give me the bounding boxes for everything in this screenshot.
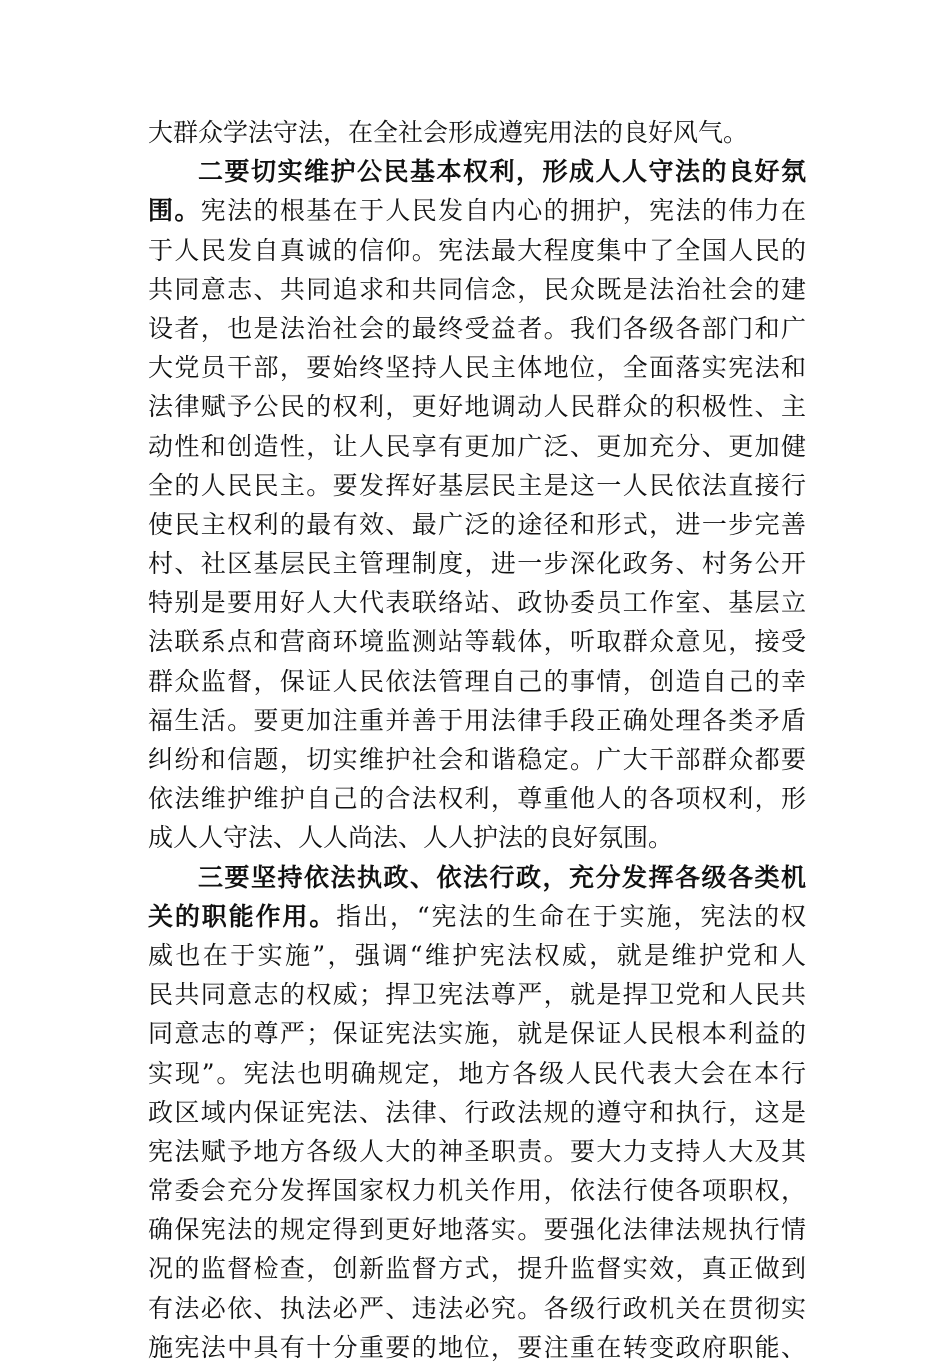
- text-run: 指出，“宪法的生命在于实施，宪法的权: [336, 901, 806, 931]
- text-line: [148, 1093, 806, 1132]
- text-run: 共同意志、共同追求和共同信念，民众既是法治社会的建: [148, 274, 806, 304]
- text-line: [148, 975, 806, 1014]
- text-line: [148, 701, 806, 740]
- bold-text-run: 关的职能作用。: [148, 901, 337, 931]
- text-line: [148, 662, 806, 701]
- text-line: [148, 113, 806, 152]
- text-run: 特别是要用好人大代表联络站、政协委员工作室、基层立: [148, 588, 806, 618]
- text-line: [148, 740, 806, 779]
- text-line: [148, 427, 806, 466]
- text-line: [148, 583, 806, 622]
- text-run: 施宪法中具有十分重要的地位，要注重在转变政府职能、: [148, 1332, 806, 1362]
- text-run: 大党员干部，要始终坚持人民主体地位，全面落实宪法和: [148, 353, 806, 383]
- text-line: [148, 191, 806, 230]
- text-run: 同意志的尊严；保证宪法实施，就是保证人民根本利益的: [148, 1019, 806, 1049]
- text-run: 大群众学法守法，在全社会形成遵宪用法的良好风气。: [148, 118, 749, 147]
- text-run: 宪法的根基在于人民发自内心的拥护，宪法的伟力在: [200, 196, 806, 226]
- text-line: [148, 348, 806, 387]
- text-run: 宪法赋予地方各级人大的神圣职责。要大力支持人大及其: [148, 1136, 806, 1166]
- text-line: [148, 1014, 806, 1053]
- text-run: 况的监督检查，创新监督方式，提升监督实效，真正做到: [148, 1254, 806, 1284]
- text-line: [148, 466, 806, 505]
- text-run: 全的人民民主。要发挥好基层民主是这一人民依法直接行: [148, 470, 806, 500]
- text-line: [148, 1171, 806, 1210]
- text-run: 动性和创造性，让人民享有更加广泛、更加充分、更加健: [148, 431, 806, 461]
- text-run: 有法必依、执法必严、违法必究。各级行政机关在贯彻实: [148, 1293, 806, 1323]
- text-line: [148, 231, 806, 270]
- text-run: 设者，也是法治社会的最终受益者。我们各级各部门和广: [148, 313, 806, 343]
- text-run: 确保宪法的规定得到更好地落实。要强化法律法规执行情: [148, 1215, 806, 1245]
- text-run: 政区域内保证宪法、法律、行政法规的遵守和执行，这是: [148, 1097, 806, 1127]
- text-line: [148, 622, 806, 661]
- text-line: [148, 1289, 806, 1328]
- text-line: [148, 1210, 806, 1249]
- text-line: [148, 897, 806, 936]
- text-line: [148, 1054, 806, 1093]
- text-line: [148, 387, 806, 426]
- bold-text-run: 围。: [148, 196, 201, 226]
- text-run: 依法维护维护自己的合法权利，尊重他人的各项权利，形: [148, 784, 806, 814]
- text-line: [148, 1328, 806, 1367]
- text-line: [148, 152, 806, 191]
- text-run: 使民主权利的最有效、最广泛的途径和形式，进一步完善: [148, 509, 806, 539]
- text-run: 实现”。宪法也明确规定，地方各级人民代表大会在本行: [148, 1058, 806, 1088]
- text-run: 法联系点和营商环境监测站等载体，听取群众意见，接受: [148, 627, 806, 657]
- text-line: [148, 779, 806, 818]
- text-run: 纠纷和信题，切实维护社会和谐稳定。广大干部群众都要: [148, 745, 806, 774]
- text-run: 群众监督，保证人民依法管理自己的事情，创造自己的幸: [148, 666, 806, 696]
- text-line: [148, 818, 806, 857]
- text-line: [148, 1132, 806, 1171]
- text-run: 民共同意志的权威；捍卫宪法尊严，就是捍卫党和人民共: [148, 980, 806, 1010]
- text-run: 福生活。要更加注重并善于用法律手段正确处理各类矛盾: [148, 705, 806, 735]
- text-run: 威也在于实施”，强调“维护宪法权威，就是维护党和人: [148, 940, 806, 970]
- text-line: [148, 505, 806, 544]
- bold-text-run: 三要坚持依法执政、依法行政，充分发挥各级各类机: [198, 862, 806, 892]
- bold-text-run: 二要切实维护公民基本权利，形成人人守法的良好氛: [198, 157, 806, 187]
- text-line: [148, 858, 806, 897]
- text-line: [148, 936, 806, 975]
- text-line: [148, 1249, 806, 1288]
- text-run: 常委会充分发挥国家权力机关作用，依法行使各项职权，: [148, 1176, 806, 1206]
- text-line: [148, 270, 806, 309]
- text-line: [148, 544, 806, 583]
- text-run: 法律赋予公民的权利，更好地调动人民群众的积极性、主: [148, 392, 806, 422]
- text-run: 村、社区基层民主管理制度，进一步深化政务、村务公开: [148, 549, 806, 579]
- text-run: 成人人守法、人人尚法、人人护法的良好氛围。: [148, 823, 674, 853]
- text-line: [148, 309, 806, 348]
- document-page: [148, 113, 806, 1367]
- text-run: 于人民发自真诚的信仰。宪法最大程度集中了全国人民的: [148, 235, 806, 265]
